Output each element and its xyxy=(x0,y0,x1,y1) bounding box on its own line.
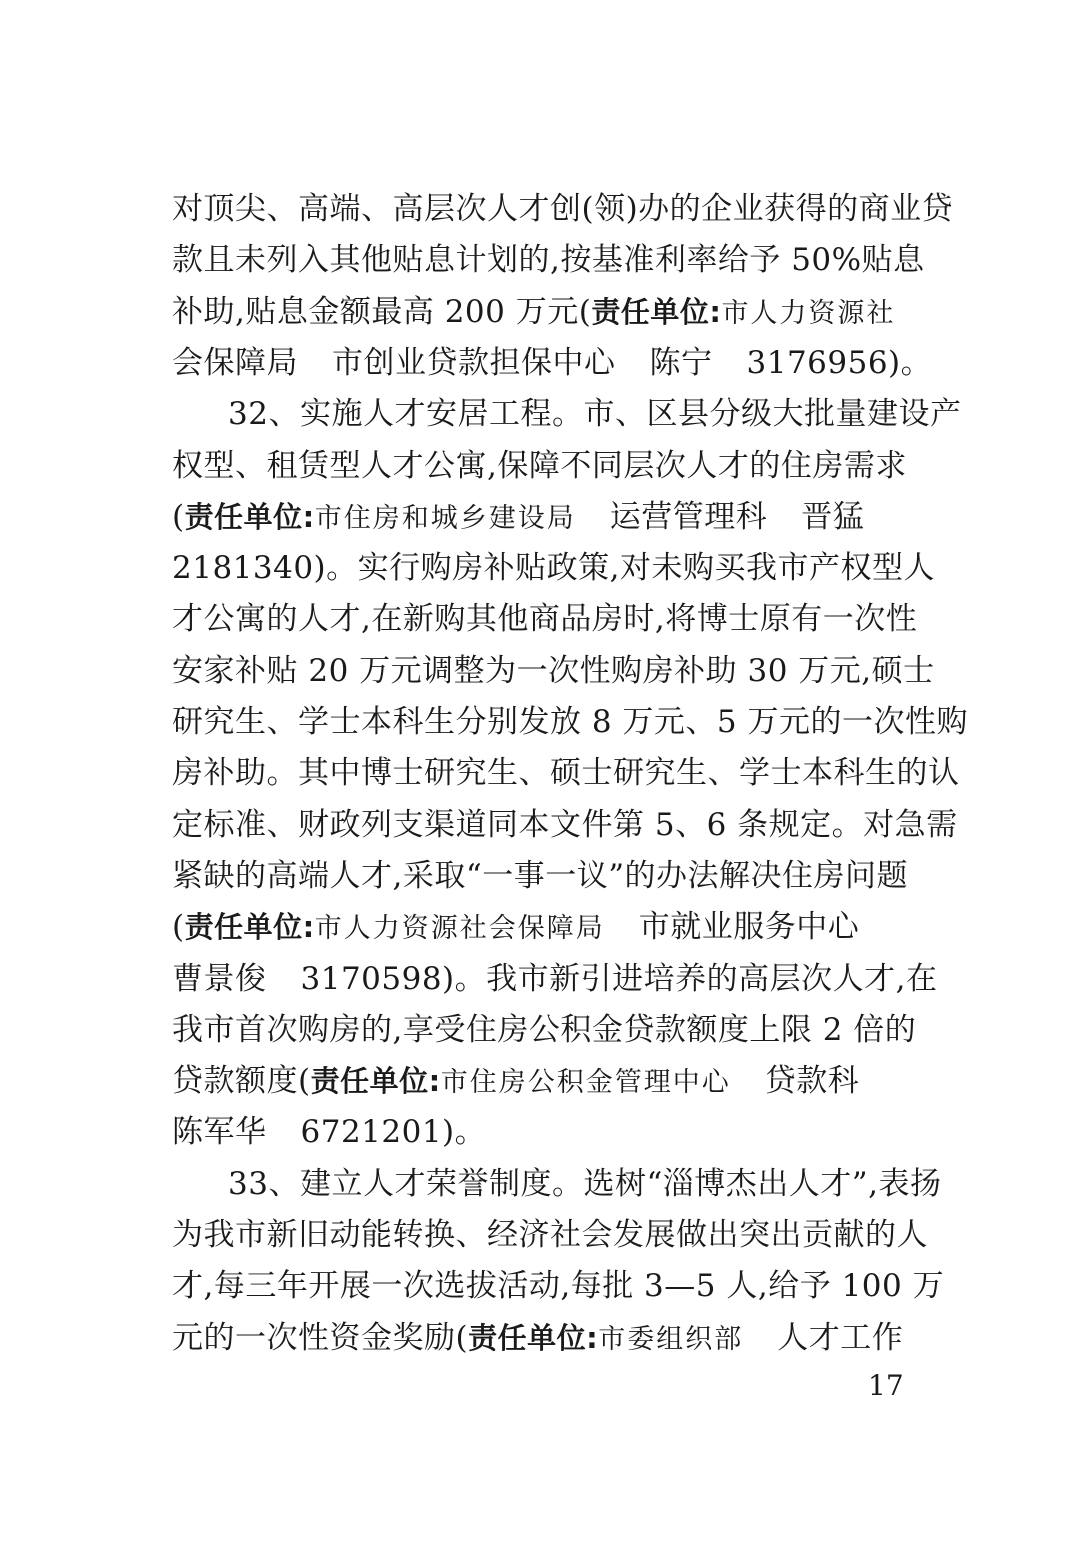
text-line xyxy=(172,440,907,492)
text-line xyxy=(172,901,859,953)
text-line xyxy=(172,1106,486,1158)
text-line xyxy=(228,1158,942,1210)
text-segment: 款且未列入其他贴息计划的,按基准利率给予 50%贴息 xyxy=(172,242,925,279)
page-number: 17 xyxy=(868,1369,904,1402)
text-segment: 我市首次购房的,享受住房公积金贷款额度上限 2 倍的 xyxy=(172,1011,917,1048)
text-line xyxy=(172,1004,916,1056)
text-segment: 6721201)。 xyxy=(300,1114,487,1151)
text-segment: 元的一次性资金奖励( xyxy=(172,1319,469,1356)
text-line xyxy=(172,799,958,851)
text-segment: 房补助。其中博士研究生、硕士研究生、学士本科生的认 xyxy=(172,755,960,792)
text-segment: ( xyxy=(172,498,185,535)
text-line xyxy=(172,286,895,338)
text-segment: 人才工作 xyxy=(777,1319,904,1356)
text-segment: 33、建立人才荣誉制度。选树“淄博杰出人才”,表扬 xyxy=(228,1165,942,1202)
text-line xyxy=(172,747,960,799)
text-segment: 运营管理科 xyxy=(609,498,768,535)
text-line xyxy=(172,1312,903,1364)
text-segment: 3170598)。我市新引进培养的高层次人才,在 xyxy=(300,960,938,997)
text-line xyxy=(172,696,968,748)
text-segment: 安家补贴 20 万元调整为一次性购房补助 30 万元,硕士 xyxy=(172,652,935,689)
text-line xyxy=(172,1055,859,1107)
text-line xyxy=(172,234,925,286)
text-segment: 权型、租赁型人才公寓,保障不同层次人才的住房需求 xyxy=(172,447,907,484)
text-segment: 研究生、学士本科生分别发放 8 万元、5 万元的一次性购 xyxy=(172,704,969,740)
text-segment: ( xyxy=(172,909,185,946)
text-segment: 3176956)。 xyxy=(746,344,933,381)
text-line xyxy=(172,337,932,389)
text-segment: 会保障局 xyxy=(172,344,298,381)
responsible-unit-name: 市人力资源社会保障局 xyxy=(314,913,605,945)
text-segment: 才,每三年开展一次选拔活动,每批 3—5 人,给予 100 万 xyxy=(172,1268,945,1305)
text-line xyxy=(172,1209,928,1261)
text-line xyxy=(172,183,953,235)
text-line xyxy=(172,593,917,645)
responsible-unit-label: 责任单位: xyxy=(184,910,315,945)
text-line xyxy=(172,645,935,697)
text-segment: 市创业贷款担保中心 xyxy=(332,344,616,381)
text-segment: 为我市新旧动能转换、经济社会发展做出突出贡献的人 xyxy=(172,1217,928,1253)
text-line xyxy=(228,388,961,440)
text-segment: 32、实施人才安居工程。市、区县分级大批量建设产 xyxy=(228,396,962,433)
text-segment: 贷款科 xyxy=(764,1063,860,1100)
text-line xyxy=(172,491,864,543)
text-segment: 陈宁 xyxy=(649,344,713,381)
text-segment: 定标准、财政列支渠道同本文件第 5、6 条规定。对急需 xyxy=(172,806,958,843)
text-segment: 补助,贴息金额最高 200 万元( xyxy=(172,293,592,330)
text-segment: 2181340)。实行购房补贴政策,对未购买我市产权型人 xyxy=(172,550,936,587)
text-line xyxy=(172,1260,944,1312)
text-segment: 晋猛 xyxy=(801,498,865,535)
responsible-unit-label: 责任单位: xyxy=(468,1320,599,1355)
text-segment: 陈军华 xyxy=(172,1114,267,1151)
text-line xyxy=(172,953,938,1005)
responsible-unit-name: 市住房和城乡建设局 xyxy=(314,502,576,534)
responsible-unit-name: 市委组织部 xyxy=(598,1323,744,1355)
responsible-unit-name: 市人力资源社 xyxy=(721,297,896,329)
text-line xyxy=(172,850,908,902)
text-line xyxy=(172,542,935,594)
text-segment: 市就业服务中心 xyxy=(638,909,860,946)
text-segment: 紧缺的高端人才,采取“一事一议”的办法解决住房问题 xyxy=(172,857,909,894)
text-segment: 才公寓的人才,在新购其他商品房时,将博士原有一次性 xyxy=(172,601,918,638)
responsible-unit-label: 责任单位: xyxy=(184,499,315,534)
text-segment: 贷款额度( xyxy=(172,1063,311,1100)
responsible-unit-label: 责任单位: xyxy=(310,1064,441,1099)
text-segment: 对顶尖、高端、高层次人才创(领)办的企业获得的商业贷 xyxy=(172,191,954,227)
responsible-unit-label: 责任单位: xyxy=(591,294,722,329)
text-segment: 曹景俊 xyxy=(172,960,267,997)
responsible-unit-name: 市住房公积金管理中心 xyxy=(440,1067,731,1099)
